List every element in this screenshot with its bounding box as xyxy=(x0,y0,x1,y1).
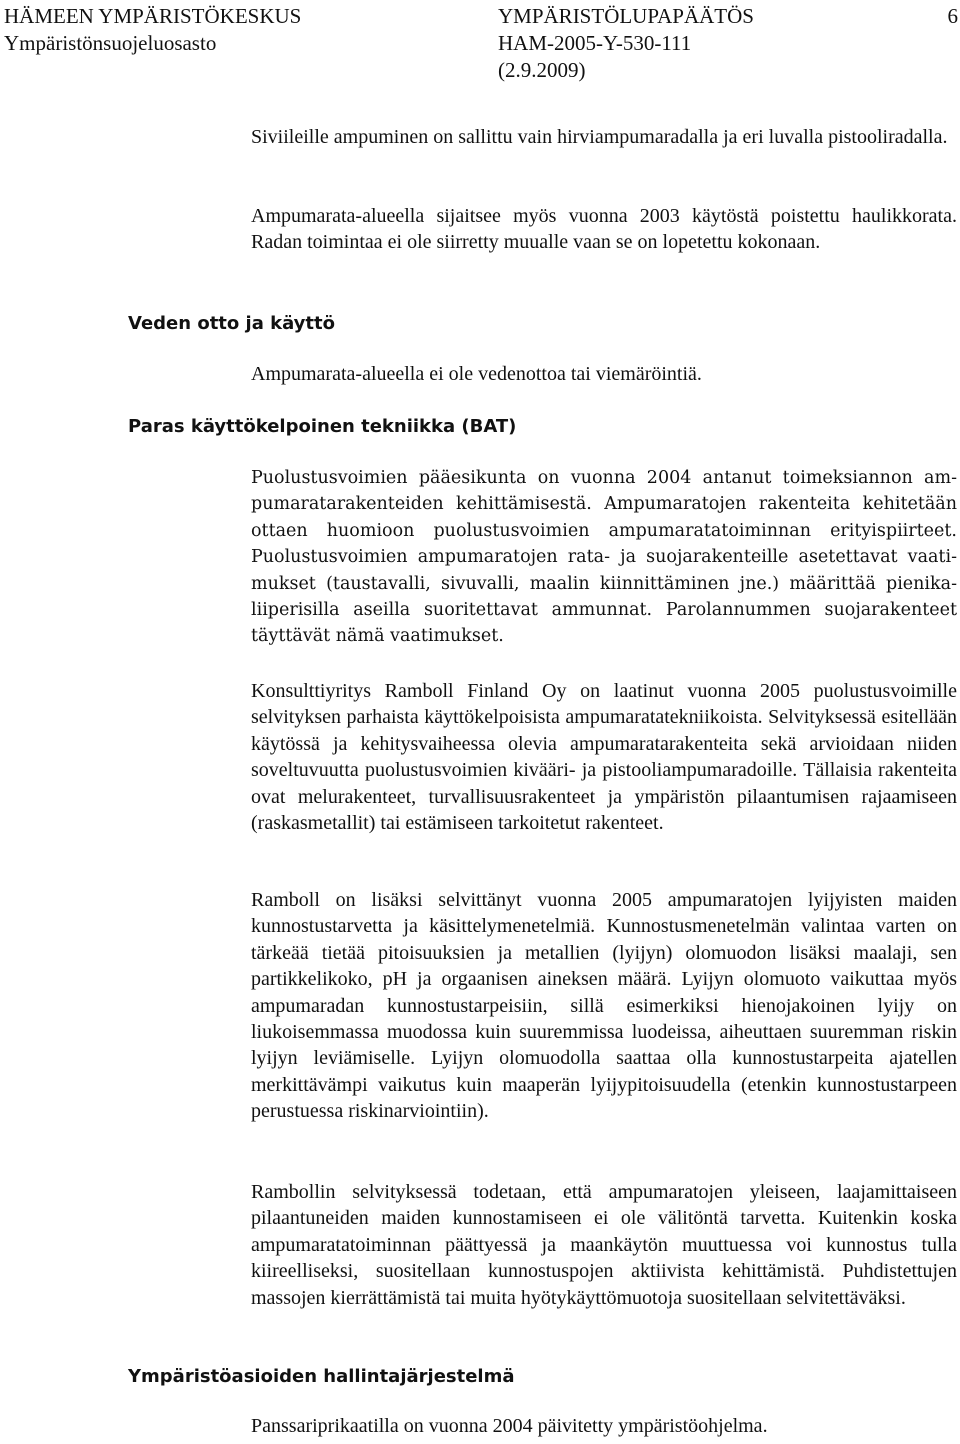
paragraph-environmental-programme: Panssariprikaatilla on vuonna 2004 päivitetty ympäristöohjelma. xyxy=(251,1415,768,1437)
paragraph-lead-soil: Ramboll on lisäksi selvittänyt vuonna 2005 ampumaratojen lyijyisten maiden kunnostustarvetta ja käsittelymenetelmiä. Kunnostusmenetelmän valintaa varten on tärkeää tietää pitoisuuksien ja metallien (lyijyn) olomuodon lisäksi maalaji, sen partikkelikoko, pH ja orgaanisen aineksen määrä. Lyijyn olomuoto vaikuttaa myös ampumaradan kunnostustarpeisiin, sillä esimerkiksi hienojakoinen lyijy on liukoisemmassa muodossa kuin suuremmissa luodeissa, aiheuttaen suuremman riskin lyijyn leviämiselle. Lyijyn olomuodolla saattaa olla kunnostustarpeita ajatellen merkittävämpi vaikutus kuin maaperän lyijypitoisuudella (etenkin kunnostustarpeen perustuessa riskinarviointiin). xyxy=(251,889,957,1123)
paragraph-defence-forces-commission: Puolustusvoimien pääesikunta on vuonna 2004 antanut toimeksiannon ampumaratarakenteiden kehittämisestä. Ampumaratojen rakenteita kehitetään ottaen huomioon puolustusvoimien ampumaratatoiminnan erityispiirteet. Puolustusvoimien ampumaratojen rata- ja suojarakenteille asetettavat vaatimukset (taustavalli, sivuvalli, maalin kiinnittäminen jne.) määrittää pienikaliiperisilla aseilla suoritettavat ammunnat. Parolannummen suojarakenteet täyttävät nämä vaatimukset. xyxy=(251,468,957,647)
header-document-date: (2.9.2009) xyxy=(498,58,586,82)
paragraph-ramboll-study: Konsulttiyritys Ramboll Finland Oy on laatinut vuonna 2005 puolustusvoimille selvityksen parhaista käyttökelpoisista ampumaratatekniikoista. Selvityksessä esitellään käytössä ja kehitysvaiheessa olevia ampumaratarakenteita sekä arvioidaan niiden soveltuvuutta puolustusvoimien kivääri- ja pistooliampumaradoille. Tällaisia rakenteita ovat melurakenteet, turvallisuusrakenteet ja ympäristön pilaantumisen rajaamiseen (raskasmetallit) tai estämiseen tarkoitetut rakenteet. xyxy=(251,680,957,835)
section-heading-bat: Paras käyttökelpoinen tekniikka (BAT) xyxy=(128,416,517,437)
paragraph-remediation-conclusion: Rambollin selvityksessä todetaan, että ampumaratojen yleiseen, laajamittaiseen pilaantuneiden maiden kunnostamiseen ei ole välitöntä tarvetta. Kuitenkin koska ampumaratatoiminnan päättyessä ja maankäytön muuttuessa voi kunnostus tulla kiireelliseksi, suositellaan kunnostuspojen aktiivista kehittämistä. Puhdistettujen massojen kierrättämistä tai muita hyötykäyttömuotoja suositellaan selvitettäväksi. xyxy=(251,1181,957,1309)
section-heading-environmental-management: Ympäristöasioiden hallintajärjestelmä xyxy=(128,1366,515,1387)
header-department: Ympäristönsuojeluosasto xyxy=(4,31,217,55)
page-header xyxy=(0,0,960,90)
header-organization: HÄMEEN YMPÄRISTÖKESKUS xyxy=(4,4,302,28)
page-number: 6 xyxy=(947,4,958,28)
header-right xyxy=(498,3,754,84)
header-document-type: YMPÄRISTÖLUPAPÄÄTÖS xyxy=(498,4,754,28)
paragraph-water-use: Ampumarata-alueella ei ole vedenottoa tai viemäröintiä. xyxy=(251,363,702,385)
section-heading-water: Veden otto ja käyttö xyxy=(128,313,335,334)
header-left xyxy=(4,3,301,57)
paragraph-shotgun-range: Ampumarata-alueella sijaitsee myös vuonna 2003 käytöstä poistettu haulikkorata. Radan toimintaa ei ole siirretty muualle vaan se on lopetettu kokonaan. xyxy=(251,205,957,254)
header-document-id: HAM-2005-Y-530-111 xyxy=(498,31,692,55)
paragraph-civilian-shooting: Siviileille ampuminen on sallittu vain hirviampumaradalla ja eri luvalla pistooliradalla. xyxy=(251,126,948,148)
